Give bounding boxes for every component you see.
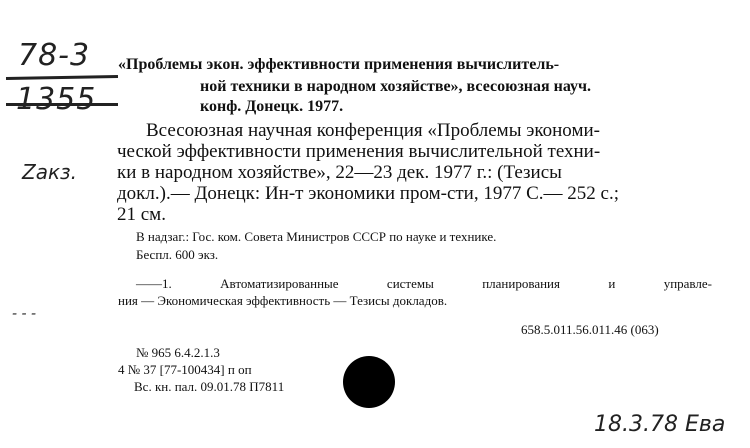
call-number-top: 78-3 <box>18 38 91 73</box>
subject-word: системы <box>386 276 434 291</box>
body-line-3: ки в народном хозяйстве», 22—23 дек. 1977 г.: (Тезисы <box>117 162 562 183</box>
notes-line-1: В надзаг.: Гос. ком. Совета Министров СССР по науке и технике. <box>136 229 497 244</box>
body-line-1: Всесоюзная научная конференция «Проблемы экономи- <box>146 120 600 141</box>
subject-word: управле- <box>663 276 712 291</box>
subjects-line-1 <box>136 276 712 292</box>
body-line-4: докл.).— Донецк: Ин-т экономики пром-сти, 1977 С.— 252 с.; <box>117 183 619 204</box>
body-line-5: 21 см. <box>117 204 166 225</box>
footer-line-3: Вс. кн. пал. 09.01.78 П7811 <box>134 379 285 394</box>
call-number-underline-1 <box>6 75 118 80</box>
header-line-2: ной техники в народном хозяйстве», всесоюзная науч. <box>200 78 592 95</box>
margin-note: Zакз. <box>22 160 78 184</box>
subjects-line-2: ния — Экономическая эффективность — Тезисы докладов. <box>118 293 448 308</box>
subject-word: ——1. <box>136 276 172 291</box>
header-line-1: «Проблемы экон. эффективности применения вычислитель- <box>118 56 560 73</box>
notes-line-2: Беспл. 600 экз. <box>136 247 219 262</box>
footer-line-1: № 965 6.4.2.1.3 <box>136 345 220 360</box>
punch-hole <box>343 356 395 408</box>
header-line-3: конф. Донецк. 1977. <box>200 98 344 115</box>
call-number-bottom: 1355 <box>16 82 97 117</box>
subject-word: планирования <box>482 276 560 291</box>
udc-code: 658.5.011.56.011.46 (063) <box>521 322 659 337</box>
footer-line-2: 4 № 37 [77-100434] п оп <box>118 362 252 377</box>
subject-word: и <box>608 276 616 291</box>
body-line-2: ческой эффективности применения вычислительной техни- <box>117 141 601 162</box>
subject-word: Автоматизированные <box>220 276 339 291</box>
margin-tick-mark: - - - <box>12 306 37 322</box>
handwritten-date: 18.3.78 Ева <box>594 412 726 437</box>
